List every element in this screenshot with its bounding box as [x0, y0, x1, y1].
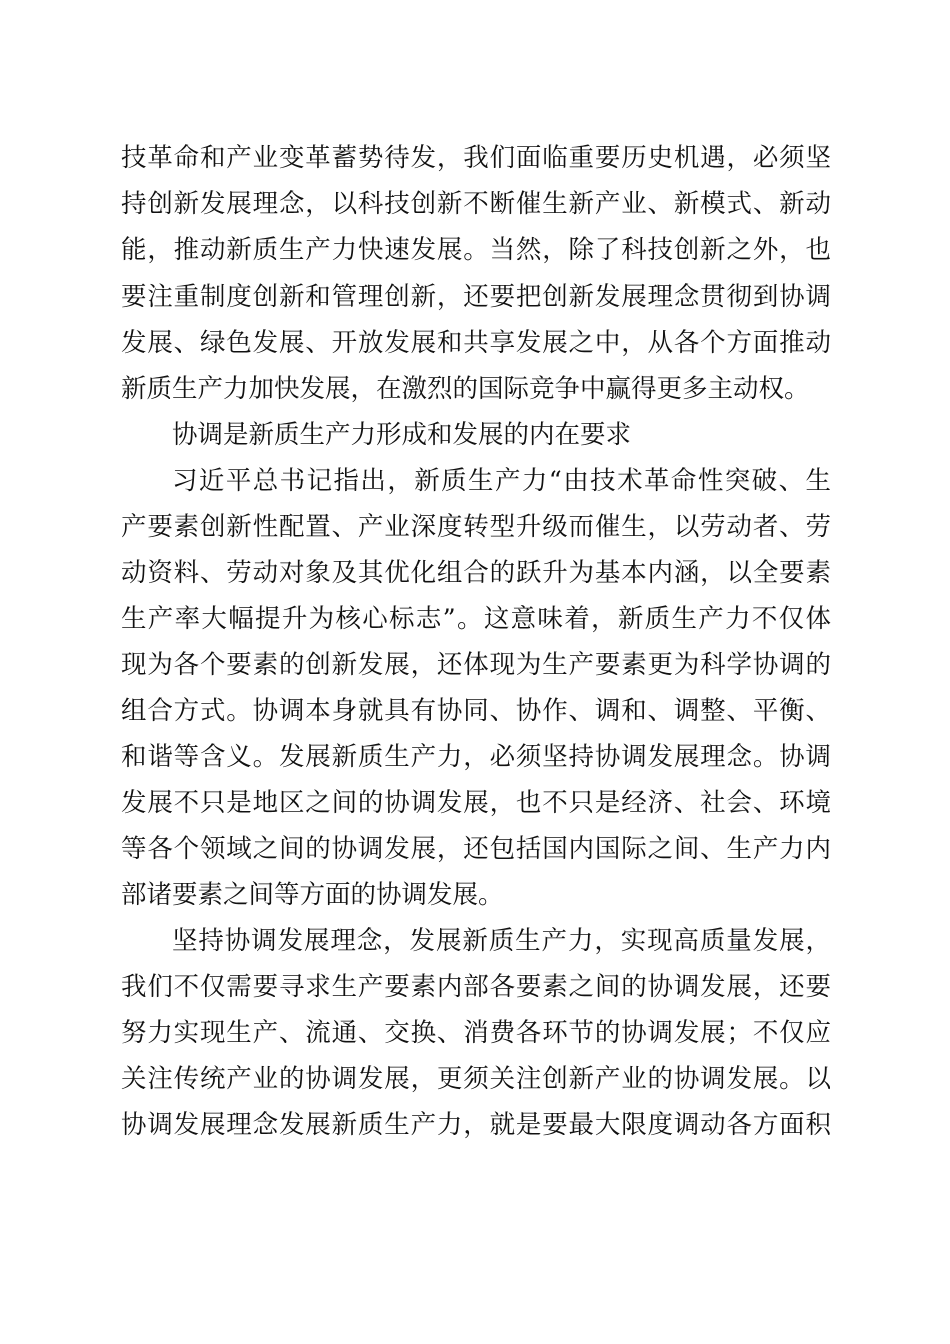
p1-line-1: 技革命和产业变革蓄势待发，我们面临重要历史机遇，必须坚	[121, 143, 831, 173]
p1-line-6: 新质生产力加快发展，在激烈的国际竞争中赢得更多主动权。	[121, 374, 810, 404]
p2-line-9: 等各个领域之间的协调发展，还包括国内国际之间、生产力内	[121, 834, 831, 864]
p1-line-3: 能，推动新质生产力快速发展。当然，除了科技创新之外，也	[121, 235, 831, 265]
p2-line-4: 生产率大幅提升为核心标志”。这意味着，新质生产力不仅体	[121, 604, 831, 634]
p3-line-2: 我们不仅需要寻求生产要素内部各要素之间的协调发展，还要	[121, 972, 831, 1002]
p2-line-7: 和谐等含义。发展新质生产力，必须坚持协调发展理念。协调	[121, 742, 831, 772]
p3-line-3: 努力实现生产、流通、交换、消费各环节的协调发展；不仅应	[121, 1018, 831, 1048]
p2-line-2: 产要素创新性配置、产业深度转型升级而催生，以劳动者、劳	[121, 512, 831, 542]
p3-line-1: 坚持协调发展理念，发展新质生产力，实现高质量发展，	[172, 926, 831, 956]
p1-line-5: 发展、绿色发展、开放发展和共享发展之中，从各个方面推动	[121, 328, 831, 358]
section-heading: 协调是新质生产力形成和发展的内在要求	[172, 420, 632, 450]
p2-line-5: 现为各个要素的创新发展，还体现为生产要素更为科学协调的	[121, 650, 831, 680]
p2-line-8: 发展不只是地区之间的协调发展，也不只是经济、社会、环境	[121, 788, 831, 818]
p1-line-2: 持创新发展理念，以科技创新不断催生新产业、新模式、新动	[121, 189, 831, 219]
p2-line-3: 动资料、劳动对象及其优化组合的跃升为基本内涵，以全要素	[121, 558, 831, 588]
p2-line-1: 习近平总书记指出，新质生产力“由技术革命性突破、生	[172, 466, 831, 496]
p2-line-10: 部诸要素之间等方面的协调发展。	[121, 880, 504, 910]
p3-line-4: 关注传统产业的协调发展，更须关注创新产业的协调发展。以	[121, 1064, 831, 1094]
p3-line-5: 协调发展理念发展新质生产力，就是要最大限度调动各方面积	[121, 1110, 831, 1140]
p1-line-4: 要注重制度创新和管理创新，还要把创新发展理念贯彻到协调	[121, 282, 831, 312]
p2-line-6: 组合方式。协调本身就具有协同、协作、调和、调整、平衡、	[121, 696, 831, 726]
